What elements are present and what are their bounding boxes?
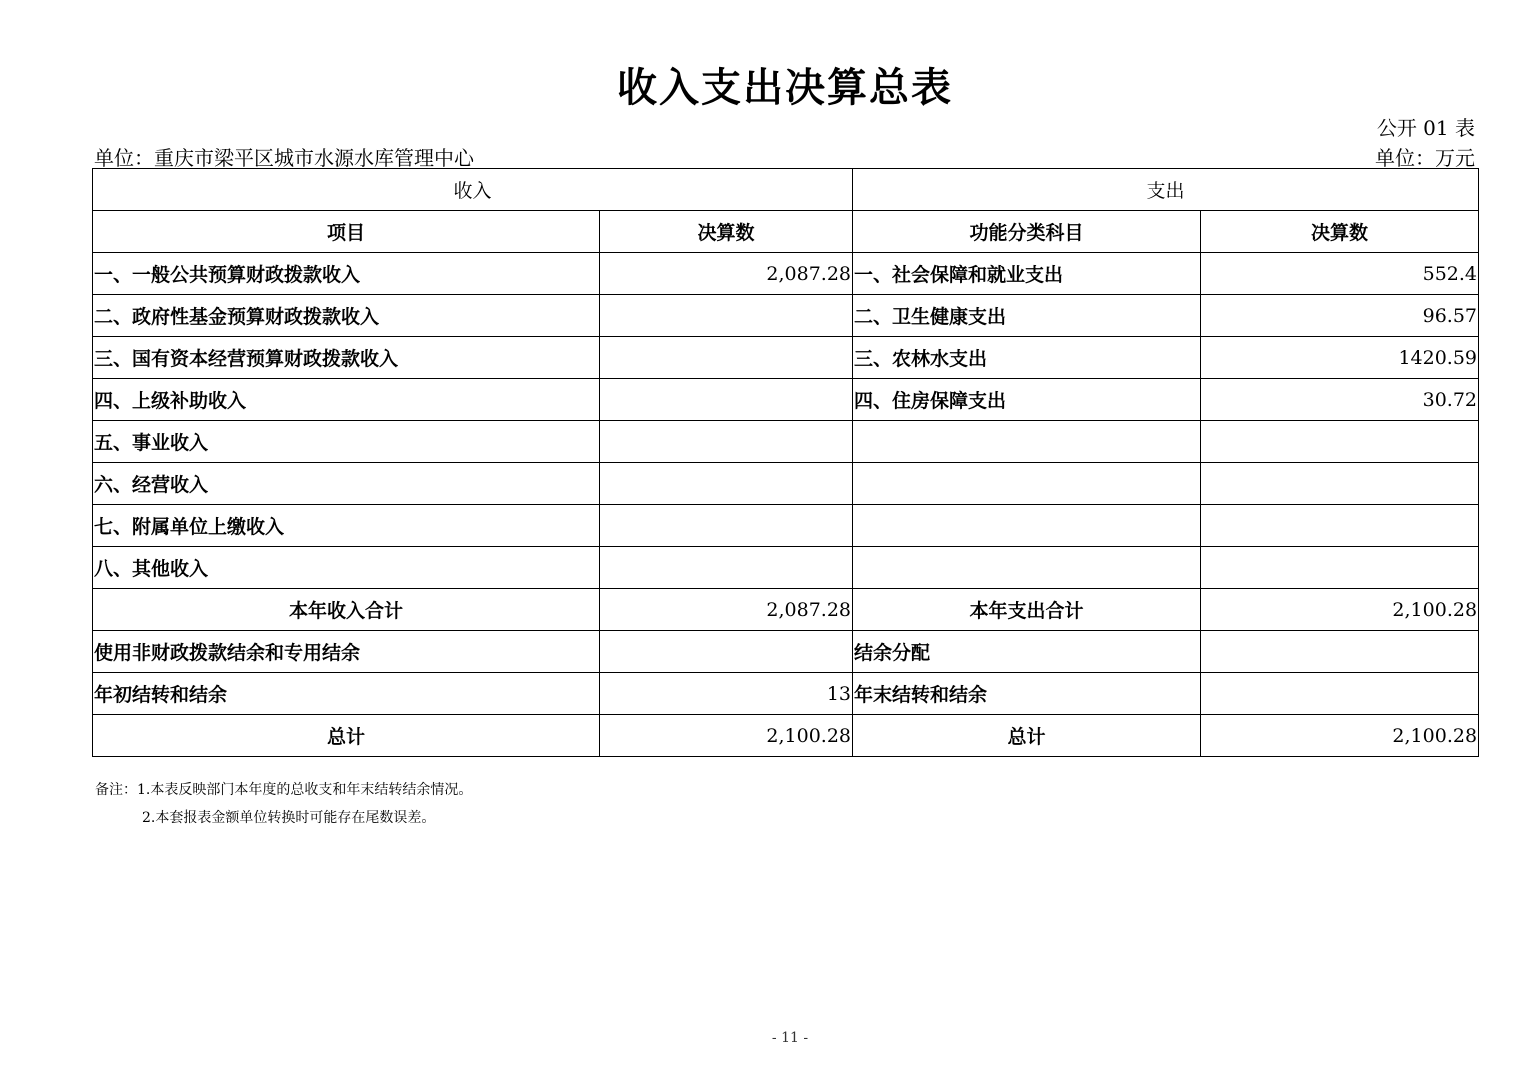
expense-amount <box>1201 505 1479 547</box>
table-row <box>93 253 1479 295</box>
income-amount <box>600 379 853 421</box>
expense-amount: 1420.59 <box>1201 337 1479 379</box>
income-header: 收入 <box>93 169 853 211</box>
column-header-row <box>93 211 1479 253</box>
expense-item <box>853 547 1201 589</box>
table-row <box>93 547 1479 589</box>
income-item: 八、其他收入 <box>93 547 600 589</box>
opening-carryover-amount: 13 <box>600 673 853 715</box>
income-item: 五、事业收入 <box>93 421 600 463</box>
balance-distribution-label: 结余分配 <box>853 631 1201 673</box>
carryover-row <box>93 673 1479 715</box>
closing-carryover-label: 年末结转和结余 <box>853 673 1201 715</box>
income-amount <box>600 337 853 379</box>
year-expense-total-label: 本年支出合计 <box>853 589 1201 631</box>
income-item: 六、经营收入 <box>93 463 600 505</box>
expense-amount <box>1201 421 1479 463</box>
expense-amount: 96.57 <box>1201 295 1479 337</box>
form-number: 公开 01 表 <box>1376 116 1475 140</box>
expense-item: 一、社会保障和就业支出 <box>853 253 1201 295</box>
income-expense-table <box>92 168 1479 757</box>
expense-item: 三、农林水支出 <box>853 337 1201 379</box>
expense-amount: 552.4 <box>1201 253 1479 295</box>
expense-amount: 30.72 <box>1201 379 1479 421</box>
grand-income-total-label: 总计 <box>93 715 600 757</box>
table-row <box>93 379 1479 421</box>
income-amount <box>600 505 853 547</box>
page-number: - 11 - <box>771 1030 809 1046</box>
expense-item: 二、卫生健康支出 <box>853 295 1201 337</box>
non-fiscal-balance-amount <box>600 631 853 673</box>
currency-unit: 单位：万元 <box>1375 146 1475 170</box>
grand-expense-total-amount: 2,100.28 <box>1201 715 1479 757</box>
non-fiscal-balance-label: 使用非财政拨款结余和专用结余 <box>93 631 600 673</box>
expense-amount <box>1201 547 1479 589</box>
item-header: 项目 <box>93 211 600 253</box>
income-item: 三、国有资本经营预算财政拨款收入 <box>93 337 600 379</box>
table-row <box>93 463 1479 505</box>
opening-carryover-label: 年初结转和结余 <box>93 673 600 715</box>
table-row <box>93 295 1479 337</box>
grand-total-row <box>93 715 1479 757</box>
income-amount: 2,087.28 <box>600 253 853 295</box>
year-total-row <box>93 589 1479 631</box>
expense-header: 支出 <box>853 169 1479 211</box>
note-line-2: 2.本套报表金额单位转换时可能存在尾数误差。 <box>142 810 436 826</box>
year-expense-total-amount: 2,100.28 <box>1201 589 1479 631</box>
year-income-total-label: 本年收入合计 <box>93 589 600 631</box>
income-item: 二、政府性基金预算财政拨款收入 <box>93 295 600 337</box>
income-item: 七、附属单位上缴收入 <box>93 505 600 547</box>
balance-distribution-amount <box>1201 631 1479 673</box>
grand-income-total-amount: 2,100.28 <box>600 715 853 757</box>
non-fiscal-row <box>93 631 1479 673</box>
income-item: 四、上级补助收入 <box>93 379 600 421</box>
income-amount <box>600 463 853 505</box>
income-amount <box>600 547 853 589</box>
income-amount <box>600 421 853 463</box>
page-title: 收入支出决算总表 <box>617 64 953 111</box>
income-item: 一、一般公共预算财政拨款收入 <box>93 253 600 295</box>
table-row <box>93 505 1479 547</box>
table-row <box>93 421 1479 463</box>
table-row <box>93 337 1479 379</box>
expense-amount <box>1201 463 1479 505</box>
section-header-row <box>93 169 1479 211</box>
grand-expense-total-label: 总计 <box>853 715 1201 757</box>
notes <box>95 776 472 832</box>
income-amount <box>600 295 853 337</box>
note-line-1: 备注：1.本表反映部门本年度的总收支和年末结转结余情况。 <box>95 782 473 798</box>
reporting-unit: 单位：重庆市梁平区城市水源水库管理中心 <box>94 146 474 170</box>
expense-item <box>853 421 1201 463</box>
income-amount-header: 决算数 <box>600 211 853 253</box>
function-category-header: 功能分类科目 <box>853 211 1201 253</box>
expense-item <box>853 463 1201 505</box>
closing-carryover-amount <box>1201 673 1479 715</box>
expense-item <box>853 505 1201 547</box>
year-income-total-amount: 2,087.28 <box>600 589 853 631</box>
expense-amount-header: 决算数 <box>1201 211 1479 253</box>
expense-item: 四、住房保障支出 <box>853 379 1201 421</box>
